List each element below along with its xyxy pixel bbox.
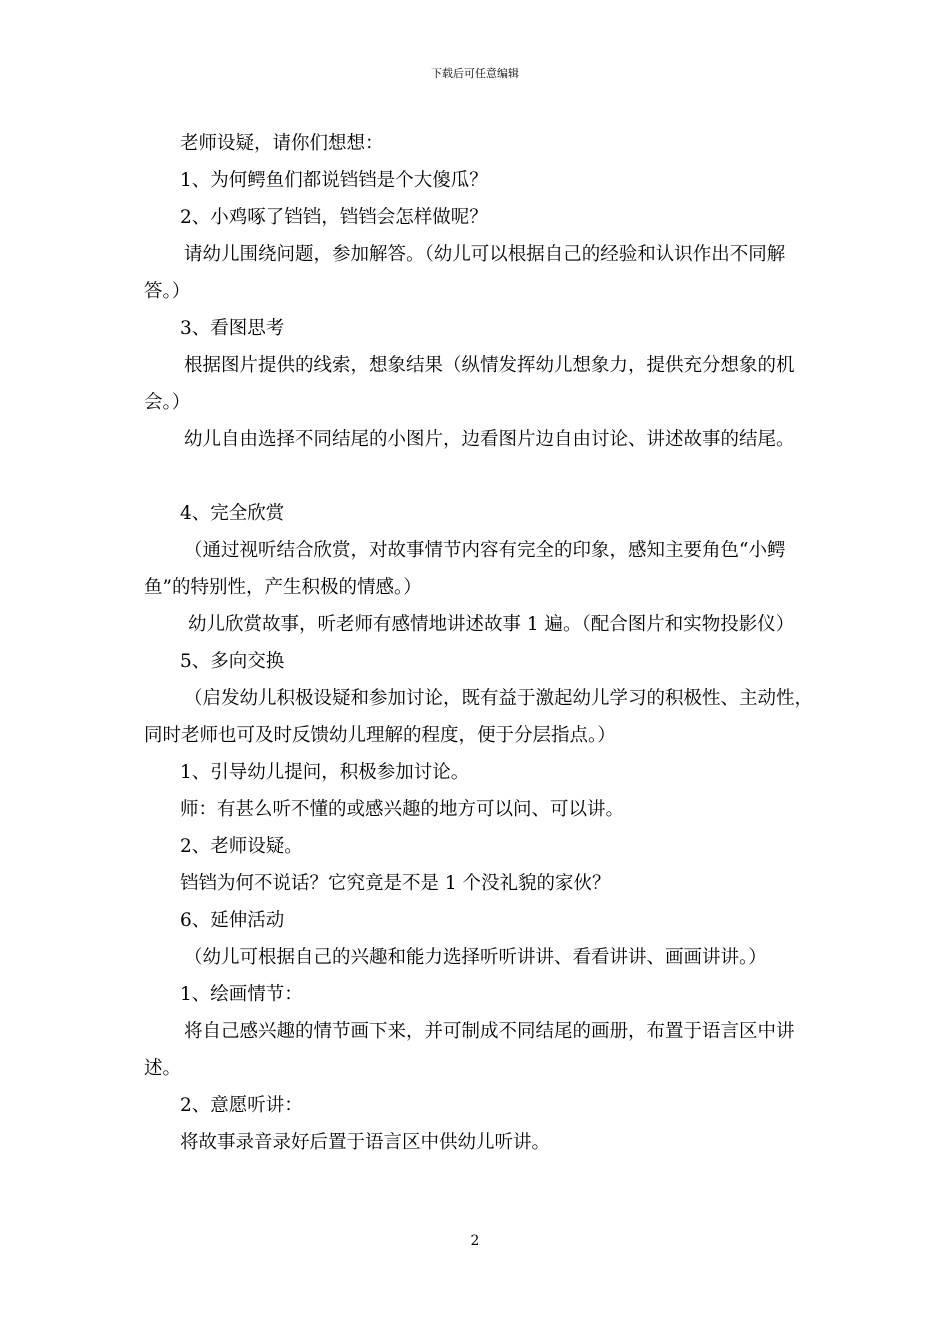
paragraph: （幼儿可根据自己的兴趣和能力选择听听讲讲、看看讲讲、画画讲讲。） bbox=[184, 947, 767, 968]
paragraph: 幼儿欣赏故事，听老师有感情地讲述故事 1 遍。（配合图片和实物投影仪） bbox=[188, 614, 795, 635]
section-heading: 4、完全欣赏 bbox=[180, 503, 285, 524]
paragraph: 师：有甚么听不懂的或感兴趣的地方可以问、可以讲。 bbox=[180, 799, 625, 820]
paragraph: 根据图片提供的线索，想象结果（纵情发挥幼儿想象力，提供充分想象的机会。） bbox=[144, 355, 795, 413]
document-body bbox=[144, 125, 814, 1161]
paragraph: （通过视听结合欣赏，对故事情节内容有完全的印象，感知主要角色“小鳄鱼”的特别性，产生积极的情感。） bbox=[144, 540, 786, 598]
blank-line bbox=[144, 458, 814, 495]
list-item: 2、意愿听讲： bbox=[180, 1095, 303, 1116]
section-heading: 6、延伸活动 bbox=[180, 910, 285, 931]
paragraph: 铛铛为何不说话？它究竟是不是 1 个没礼貌的家伙？ bbox=[180, 873, 611, 894]
paragraph: 老师设疑，请你们想想： bbox=[180, 133, 384, 154]
page-header: 下载后可任意编辑 bbox=[431, 67, 519, 80]
paragraph: 请幼儿围绕问题，参加解答。（幼儿可以根据自己的经验和认识作出不同解答。） bbox=[144, 244, 786, 302]
paragraph: 将自己感兴趣的情节画下来，并可制成不同结尾的画册，布置于语言区中讲述。 bbox=[144, 1021, 795, 1079]
paragraph: （启发幼儿积极设疑和参加讨论，既有益于激起幼儿学习的积极性、主动性，同时老师也可及时反馈幼儿理解的程度，便于分层指点。） bbox=[144, 688, 814, 746]
paragraph: 幼儿自由选择不同结尾的小图片，边看图片边自由讨论、讲述故事的结尾。 bbox=[184, 429, 795, 450]
list-item: 2、老师设疑。 bbox=[180, 836, 303, 857]
list-item: 1、引导幼儿提问，积极参加讨论。 bbox=[180, 762, 470, 783]
list-item: 2、小鸡啄了铛铛，铛铛会怎样做呢？ bbox=[180, 207, 488, 228]
section-heading: 3、看图思考 bbox=[180, 318, 285, 339]
list-item: 1、绘画情节： bbox=[180, 984, 303, 1005]
list-item: 1、为何鳄鱼们都说铛铛是个大傻瓜？ bbox=[180, 170, 488, 191]
section-heading: 5、多向交换 bbox=[180, 651, 285, 672]
paragraph: 将故事录音录好后置于语言区中供幼儿听讲。 bbox=[180, 1132, 551, 1153]
page-number: 2 bbox=[470, 1233, 480, 1249]
